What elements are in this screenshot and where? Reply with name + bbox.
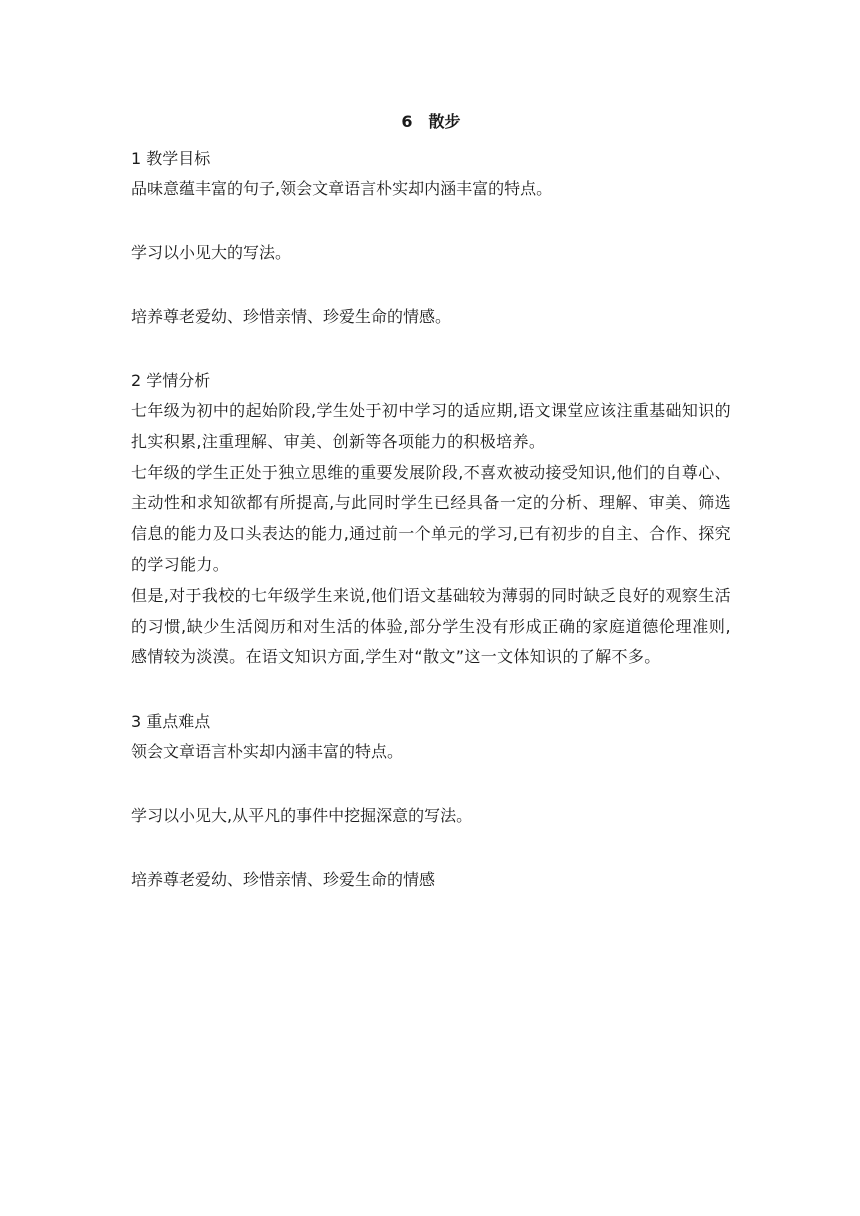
blank-line (131, 767, 731, 801)
section-heading-objectives: 1 教学目标 (131, 149, 211, 168)
blank-line (131, 332, 731, 366)
blank-line (131, 204, 731, 238)
document-title: 6 散步 (401, 112, 461, 131)
objective-item: 学习以小见大的写法。 (131, 243, 292, 262)
analysis-paragraph: 七年级为初中的起始阶段,学生处于初中学习的适应期,语文课堂应该注重基础知识的扎实积累,注重理解、审美、创新等各项能力的积极培养。 (131, 401, 731, 451)
section-heading-key-points: 3 重点难点 (131, 712, 211, 732)
key-point-item: 培养尊老爱幼、珍惜亲情、珍爱生命的情感 (131, 870, 436, 890)
objective-item: 品味意蕴丰富的句子,领会文章语言朴实却内涵丰富的特点。 (131, 179, 553, 198)
blank-line (131, 673, 731, 707)
blank-line (131, 268, 731, 302)
section-heading-analysis: 2 学情分析 (131, 371, 211, 390)
blank-line (131, 831, 731, 865)
document-body (131, 108, 731, 895)
key-point-item: 学习以小见大,从平凡的事件中挖掘深意的写法。 (131, 806, 473, 826)
analysis-paragraph: 七年级的学生正处于独立思维的重要发展阶段,不喜欢被动接受知识,他们的自尊心、主动性和求知欲都有所提高,与此同时学生已经具备一定的分析、理解、审美、筛选信息的能力及口头表达的能力,通过前一个单元的学习,已有初步的自主、合作、探究的学习能力。 (131, 462, 731, 574)
key-point-item: 领会文章语言朴实却内涵丰富的特点。 (131, 742, 404, 762)
analysis-paragraph: 但是,对于我校的七年级学生来说,他们语文基础较为薄弱的同时缺乏良好的观察生活的习惯,缺少生活阅历和对生活的体验,部分学生没有形成正确的家庭道德伦理准则,感情较为淡漠。在语文知识方面,学生对“散文”这一文体知识的了解不多。 (131, 585, 731, 667)
objective-item: 培养尊老爱幼、珍惜亲情、珍爱生命的情感。 (131, 307, 452, 326)
